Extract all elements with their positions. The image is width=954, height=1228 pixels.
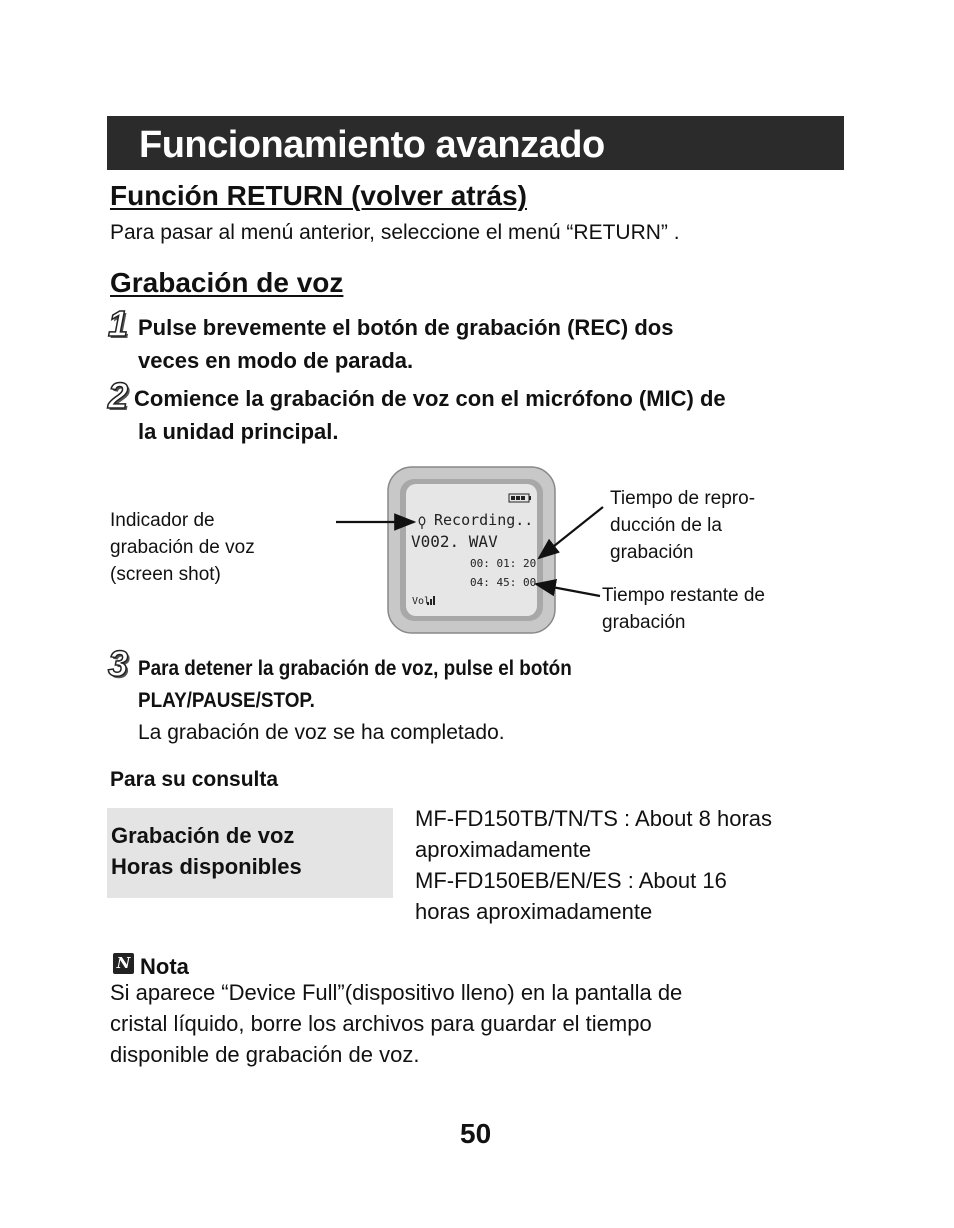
callout-recording-indicator bbox=[110, 507, 255, 588]
note-text bbox=[110, 977, 682, 1070]
step-3-line-1: Para detener la grabación de voz, pulse el botón bbox=[138, 657, 572, 680]
step-2-text bbox=[134, 382, 726, 448]
step-1-line-1: Pulse brevemente el botón de grabación (REC) dos bbox=[138, 315, 674, 340]
title-bar bbox=[107, 116, 844, 170]
callout-right-bottom-line-2: grabación bbox=[602, 612, 686, 633]
page-number: 50 bbox=[460, 1118, 492, 1149]
step-1-line-2: veces en modo de parada. bbox=[138, 348, 414, 373]
return-text: Para pasar al menú anterior, seleccione el menú “RETURN” . bbox=[110, 221, 680, 244]
callout-right-bottom-line-1: Tiempo restante de bbox=[602, 585, 765, 606]
callout-right-top-line-1: Tiempo de repro- bbox=[610, 488, 756, 509]
consult-label bbox=[111, 820, 302, 882]
note-line-3: disponible de grabación de voz. bbox=[110, 1042, 420, 1067]
step-3-note: La grabación de voz se ha completado. bbox=[138, 721, 505, 744]
step-3-number: 3 bbox=[108, 643, 129, 684]
lcd-vol-label: Vol bbox=[412, 596, 431, 607]
callout-right-top-line-3: grabación bbox=[610, 542, 694, 563]
consult-value-line-2: aproximadamente bbox=[415, 837, 592, 862]
note-line-1: Si aparece “Device Full”(dispositivo lleno) en la pantalla de bbox=[110, 980, 683, 1005]
step-1-text bbox=[138, 311, 673, 377]
callout-right-top-line-2: ducción de la bbox=[610, 515, 722, 536]
note-icon: N bbox=[113, 953, 134, 974]
step-3-line-2: PLAY/PAUSE/STOP. bbox=[138, 689, 315, 712]
step-3-text bbox=[138, 653, 620, 749]
consult-label-line-2: Horas disponibles bbox=[111, 854, 302, 879]
callout-left-line-2: grabación de voz bbox=[110, 537, 255, 558]
callout-left-line-3: (screen shot) bbox=[110, 564, 221, 585]
callout-left-line-1: Indicador de bbox=[110, 510, 215, 531]
consult-label-box bbox=[107, 808, 393, 898]
consult-value-line-4: horas aproximadamente bbox=[415, 899, 653, 924]
consult-label-line-1: Grabación de voz bbox=[111, 823, 295, 848]
page-title: Funcionamiento avanzado bbox=[139, 124, 605, 166]
step-2-number: 2 bbox=[108, 375, 129, 416]
consult-values bbox=[415, 803, 772, 927]
device-screen-illustration bbox=[330, 462, 620, 642]
callout-elapsed-time bbox=[610, 485, 755, 566]
note-line-2: cristal líquido, borre los archivos para guardar el tiempo bbox=[110, 1011, 652, 1036]
return-heading: Función RETURN (volver atrás) bbox=[110, 180, 527, 211]
consult-heading: Para su consulta bbox=[110, 768, 279, 791]
callout-remaining-time bbox=[602, 582, 765, 636]
step-2-line-2: la unidad principal. bbox=[138, 419, 339, 444]
lcd-elapsed-time: 00: 01: 20 bbox=[470, 557, 537, 570]
consult-value-line-1: MF-FD150TB/TN/TS : About 8 horas bbox=[415, 806, 773, 831]
lcd-remaining-time: 04: 45: 00 bbox=[470, 576, 537, 589]
step-2-line-1: Comience la grabación de voz con el micrófono (MIC) de bbox=[134, 386, 726, 411]
consult-value-line-3: MF-FD150EB/EN/ES : About 16 bbox=[415, 868, 727, 893]
note-heading: Nota bbox=[140, 954, 189, 979]
lcd-recording-label: Recording.. bbox=[434, 511, 534, 529]
step-1-number: 1 bbox=[108, 303, 129, 344]
lcd-filename: V002. WAV bbox=[411, 532, 498, 551]
voice-heading: Grabación de voz bbox=[110, 267, 344, 298]
